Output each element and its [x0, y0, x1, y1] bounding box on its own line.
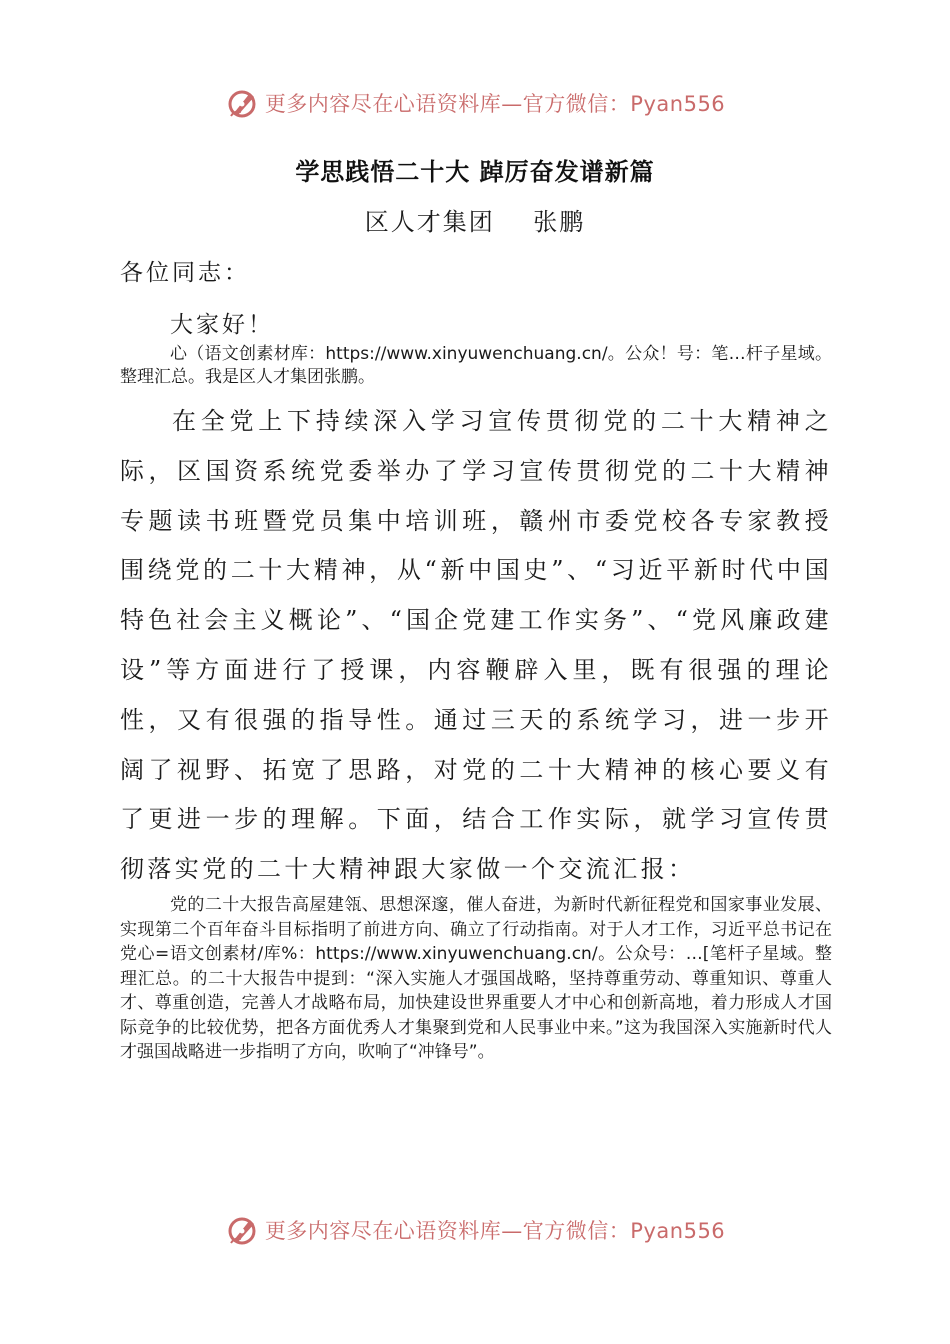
intro-paragraph: 心（语文创素材库：https://www.xinyuwenchuang.cn/。公众！号：笔…杆子星域。整理汇总。我是区人才集团张鹏。 [120, 344, 832, 387]
document-title: 学思践悟二十大 踔厉奋发谱新篇 [295, 158, 655, 186]
author-byline: 区人才集团 张鹏 [364, 208, 586, 236]
body-paragraph-report: 党的二十大报告高屋建瓴、思想深邃，催人奋进，为新时代新征程党和国家事业发展、实现第二个百年奋斗目标指明了前进方向、确立了行动指南。对于人才工作，习近平总书记在党心=语文创素材/库%：https://www.xinyuwenchuang.cn/。公众号：…[笔杆子星域。整理汇总。的二十大报告中提到：“深入实施人才强国战略，坚持尊重劳动、尊重知识、尊重人才、尊重创造，完善人才战略布局，加快建设世界重要人才中心和创新高地，着力形成人才国际竞争的比较优势，把各方面优秀人才集聚到党和人民事业中来。”这为我国深入实施新时代人才强国战略进一步指明了方向，吹响了“冲锋号”。 [120, 895, 832, 1062]
watermark-text: 更多内容尽在心语资料库—官方微信：Pyan556 [264, 92, 726, 116]
pen-nib-logo-icon [225, 86, 259, 120]
greeting: 大家好！ [170, 312, 274, 338]
body-paragraph-main: 在全党上下持续深入学习宣传贯彻党的二十大精神之际，区国资系统党委举办了学习宣传贯彻党的二十大精神专题读书班暨党员集中培训班，赣州市委党校各专家教授围绕党的二十大精神，从“新中国史”、“习近平新时代中国特色社会主义概论”、“国企党建工作实务”、“党风廉政建设”等方面进行了授课，内容鞭辟入里，既有很强的理论性，又有很强的指导性。通过三天的系统学习，进一步开阔了视野、拓宽了思路，对党的二十大精神的核心要义有了更进一步的理解。下面，结合工作实际，就学习宣传贯彻落实党的二十大精神跟大家做一个交流汇报： [120, 407, 832, 884]
salutation: 各位同志： [120, 260, 250, 286]
watermark-text: 更多内容尽在心语资料库—官方微信：Pyan556 [264, 1219, 726, 1243]
footer-watermark-banner [0, 1207, 950, 1253]
pen-nib-logo-icon [225, 1213, 259, 1247]
header-watermark-banner [0, 80, 950, 126]
